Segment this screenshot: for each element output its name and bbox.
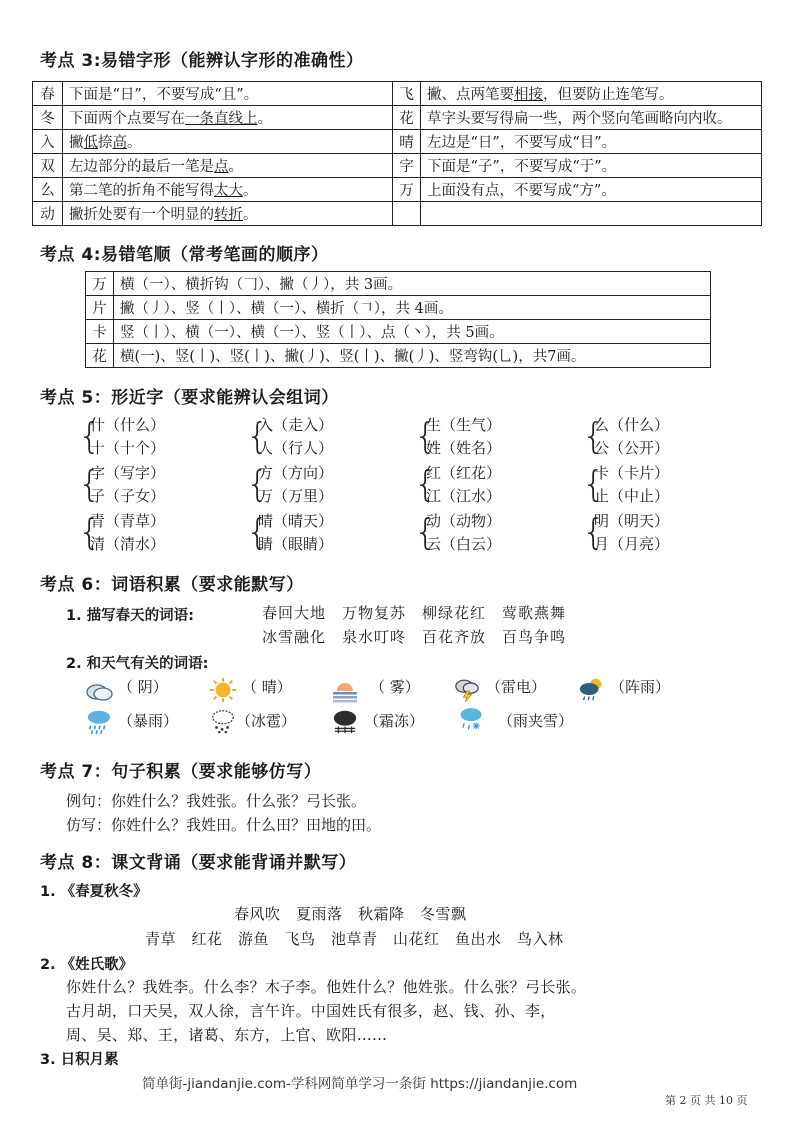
glyph-table-row (33, 130, 762, 154)
glyph-note (421, 82, 762, 106)
glyph-table-row (33, 178, 762, 202)
similar-char-a: 字（写字） (90, 464, 166, 482)
glyph-table-row (33, 154, 762, 178)
sunny-icon (208, 677, 238, 703)
glyph-note-part: 相接 (514, 87, 543, 103)
poem-1-line-1: 春风吹 夏雨落 秋霜降 冬雪飘 (234, 905, 467, 923)
similar-char-b: 人（行人） (258, 439, 334, 457)
similar-char-b: 江（江水） (426, 487, 502, 505)
weather-label-sleet: （雨夹雪） (498, 712, 574, 730)
glyph-note (421, 202, 762, 226)
brace-mark: { (246, 512, 269, 553)
glyph-note-part: 撇折处要有一个明显的 (69, 207, 214, 223)
similar-char-pair (246, 414, 386, 460)
glyph-table (32, 81, 762, 226)
glyph-char-text: 入 (40, 135, 55, 151)
poem-2-line-1: 你姓什么？我姓李。什么李？木子李。他姓什么？他姓张。什么张？弓长张。 (66, 978, 587, 996)
similar-char-pair (582, 462, 722, 508)
similar-char-b: 公（公开） (594, 439, 670, 457)
glyph-note-part: 捺 (98, 135, 113, 151)
glyph-char-text: 春 (40, 87, 55, 103)
similar-char-a: 么（什么） (594, 416, 670, 434)
similar-char-a: 明（明天） (594, 512, 670, 530)
glyph-char (33, 202, 63, 226)
glyph-table-row (33, 106, 762, 130)
section-4-title: 考点 4:易错笔顺（常考笔画的顺序） (40, 245, 329, 265)
similar-char-pair (246, 510, 386, 556)
weather-label-sunny: （ 晴） (242, 678, 292, 696)
section-5-title: 考点 5：形近字（要求能辨认会组词） (40, 388, 339, 408)
weather-words-label: 2. 和天气有关的词语: (66, 656, 209, 672)
brace-mark: { (246, 416, 269, 457)
glyph-note-part: 太大 (214, 183, 243, 199)
glyph-note-part: 撇、点两笔要 (427, 87, 514, 103)
spring-words-row-2: 冰雪融化 泉水叮咚 百花齐放 百鸟争鸣 (262, 628, 567, 646)
sentence-example: 例句：你姓什么？我姓张。什么张？弓长张。 (66, 792, 367, 810)
glyph-note-part: 左边是“日”，不要写成“目”。 (427, 135, 617, 151)
sentence-imitation: 仿写：你姓什么？我姓田。什么田？田地的田。 (66, 816, 382, 834)
weather-label-shower: （阵雨） (610, 678, 671, 696)
poem-2-line-3: 周、吴、郑、王，诸葛、东方，上官、欧阳…… (66, 1026, 388, 1044)
similar-char-pair (78, 462, 218, 508)
similar-char-pair (582, 510, 722, 556)
similar-char-pair (246, 462, 386, 508)
glyph-note-part: 点 (214, 159, 229, 175)
similar-char-b: 子（子女） (90, 487, 166, 505)
stroke-char: 片 (86, 296, 114, 320)
similar-char-a: 生（生气） (426, 416, 502, 434)
stroke-char: 花 (86, 344, 114, 368)
stroke-order: 横(一)、竖(丨)、竖(丨)、撇(丿)、竖(丨)、撇(丿)、竖弯钩(乚)，共7画。 (114, 344, 711, 368)
stroke-table (85, 271, 711, 368)
glyph-note-part: 撇 (69, 135, 84, 151)
spring-words-row-1: 春回大地 万物复苏 柳绿花红 莺歌燕舞 (262, 604, 567, 622)
glyph-char (33, 178, 63, 202)
similar-char-b: 万（万里） (258, 487, 334, 505)
brace-mark: { (78, 464, 101, 505)
glyph-char (393, 130, 421, 154)
similar-char-b: 清（清水） (90, 535, 166, 553)
cloudy-icon (84, 678, 114, 704)
glyph-note-part: 下面是“子”，不要写成“于”。 (427, 159, 617, 175)
hail-icon (208, 708, 238, 734)
stroke-table-row (86, 344, 711, 368)
poem-1-line-2: 青草 红花 游鱼 飞鸟 池草青 山花红 鱼出水 鸟入林 (145, 930, 564, 948)
similar-char-a: 动（动物） (426, 512, 502, 530)
glyph-char-text: 花 (399, 111, 414, 127)
item-3-title: 3. 日积月累 (40, 1052, 119, 1068)
stroke-order: 竖（丨）、横（一）、横（一）、竖（丨）、点（丶），共 5画。 (114, 320, 711, 344)
shower-icon (576, 676, 606, 702)
glyph-char (33, 154, 63, 178)
page-number: 第 2 页 共 10 页 (665, 1094, 748, 1107)
glyph-note-part: 下面两个点要写在 (69, 111, 185, 127)
similar-char-b: 月（月亮） (594, 535, 670, 553)
glyph-char (393, 202, 421, 226)
poem-2-line-2: 古月胡，口天吴，双人徐，言午许。中国姓氏有很多，赵、钱、孙、李， (66, 1002, 556, 1020)
frost-icon (330, 708, 360, 734)
glyph-note (421, 154, 762, 178)
glyph-char (393, 154, 421, 178)
similar-char-pair (414, 510, 554, 556)
glyph-note (421, 106, 762, 130)
glyph-note (63, 178, 393, 202)
glyph-char-text: 冬 (40, 111, 55, 127)
stroke-table-row (86, 296, 711, 320)
glyph-char-text: 字 (399, 159, 414, 175)
glyph-note (63, 130, 393, 154)
similar-char-b: 睛（眼睛） (258, 535, 334, 553)
poem-2-title: 2. 《姓氏歌》 (40, 957, 134, 973)
glyph-char (393, 178, 421, 202)
glyph-char-text: 万 (399, 183, 414, 199)
weather-label-cloudy: （ 阴） (118, 678, 168, 696)
similar-char-b: 十（十个） (90, 439, 166, 457)
glyph-char-text: 飞 (399, 87, 414, 103)
glyph-char (393, 82, 421, 106)
glyph-note-part: 一条直线上 (185, 111, 258, 127)
glyph-note-part: 。 (127, 135, 142, 151)
stroke-char: 卡 (86, 320, 114, 344)
brace-mark: { (582, 416, 605, 457)
stroke-table-row (86, 320, 711, 344)
glyph-note-part: 高 (112, 135, 127, 151)
similar-char-a: 什（什么） (90, 416, 166, 434)
similar-char-pair (582, 414, 722, 460)
similar-char-a: 晴（晴天） (258, 512, 334, 530)
glyph-note (421, 178, 762, 202)
similar-char-a: 卡（卡片） (594, 464, 670, 482)
stroke-order: 横（一）、横折钩（𠃌）、撇（丿），共 3画。 (114, 272, 711, 296)
similar-char-a: 红（红花） (426, 464, 502, 482)
glyph-note (63, 202, 393, 226)
brace-mark: { (582, 464, 605, 505)
glyph-note-part: 下面是“日”，不要写成“且”。 (69, 87, 259, 103)
poem-1-title: 1. 《春夏秋冬》 (40, 884, 148, 900)
glyph-note-part: 。 (257, 111, 272, 127)
glyph-note (421, 130, 762, 154)
glyph-note-part: ，但要防止连笔写。 (543, 87, 674, 103)
glyph-note-part: 。 (243, 183, 258, 199)
brace-mark: { (582, 512, 605, 553)
glyph-char (33, 106, 63, 130)
similar-char-a: 入（走入） (258, 416, 334, 434)
glyph-char-text: 双 (40, 159, 55, 175)
weather-label-fog: （ 雾） (370, 678, 420, 696)
brace-mark: { (414, 464, 437, 505)
thunder-icon (452, 676, 482, 702)
glyph-char (33, 82, 63, 106)
similar-char-pair (414, 462, 554, 508)
glyph-note (63, 82, 393, 106)
glyph-note-part: 。 (228, 159, 243, 175)
glyph-note-part: 草字头要写得扁一些，两个竖向笔画略向内收。 (427, 111, 732, 127)
similar-char-pair (78, 414, 218, 460)
glyph-note-part: 上面没有点，不要写成“方”。 (427, 183, 616, 199)
brace-mark: { (78, 512, 101, 553)
glyph-note-part: 低 (83, 135, 98, 151)
glyph-table-row (33, 82, 762, 106)
weather-label-frost: （霜冻） (364, 712, 425, 730)
section-3-title: 考点 3:易错字形（能辨认字形的准确性） (40, 51, 364, 71)
similar-char-b: 姓（姓名） (426, 439, 502, 457)
fog-icon (330, 677, 360, 703)
section-7-title: 考点 7：句子积累（要求能够仿写） (40, 762, 322, 782)
rainstorm-icon (84, 708, 114, 734)
sleet-icon (456, 706, 486, 732)
brace-mark: { (414, 416, 437, 457)
similar-char-b: 云（白云） (426, 535, 502, 553)
glyph-char (393, 106, 421, 130)
brace-mark: { (414, 512, 437, 553)
stroke-table-row (86, 272, 711, 296)
glyph-table-row (33, 202, 762, 226)
glyph-note-part: 。 (243, 207, 258, 223)
similar-char-a: 青（青草） (90, 512, 166, 530)
stroke-char: 万 (86, 272, 114, 296)
similar-char-pair (78, 510, 218, 556)
glyph-char (33, 130, 63, 154)
glyph-char-text: 么 (40, 183, 55, 199)
weather-label-hail: （冰雹） (236, 712, 297, 730)
section-6-title: 考点 6：词语积累（要求能默写） (40, 575, 304, 595)
stroke-order: 撇（丿）、竖（丨）、横（一）、横折（𠃍），共 4画。 (114, 296, 711, 320)
glyph-note (63, 106, 393, 130)
brace-mark: { (246, 464, 269, 505)
weather-label-thunder: （雷电） (486, 678, 547, 696)
footer-site-link[interactable]: 简单街-jiandanjie.com-学科网简单学习一条街 https://jiandanjie.com (142, 1076, 578, 1092)
section-8-title: 考点 8：课文背诵（要求能背诵并默写） (40, 853, 357, 873)
glyph-char-text: 晴 (399, 135, 414, 151)
similar-char-b: 止（中止） (594, 487, 670, 505)
glyph-char-text: 动 (40, 207, 55, 223)
brace-mark: { (78, 416, 101, 457)
glyph-note-part: 第二笔的折角不能写得 (69, 183, 214, 199)
similar-char-pair (414, 414, 554, 460)
glyph-note-part: 转折 (214, 207, 243, 223)
weather-label-rainstorm: （暴雨） (118, 712, 179, 730)
spring-words-label: 1. 描写春天的词语: (66, 608, 194, 624)
glyph-note-part: 左边部分的最后一笔是 (69, 159, 214, 175)
glyph-note (63, 154, 393, 178)
similar-char-a: 方（方向） (258, 464, 334, 482)
